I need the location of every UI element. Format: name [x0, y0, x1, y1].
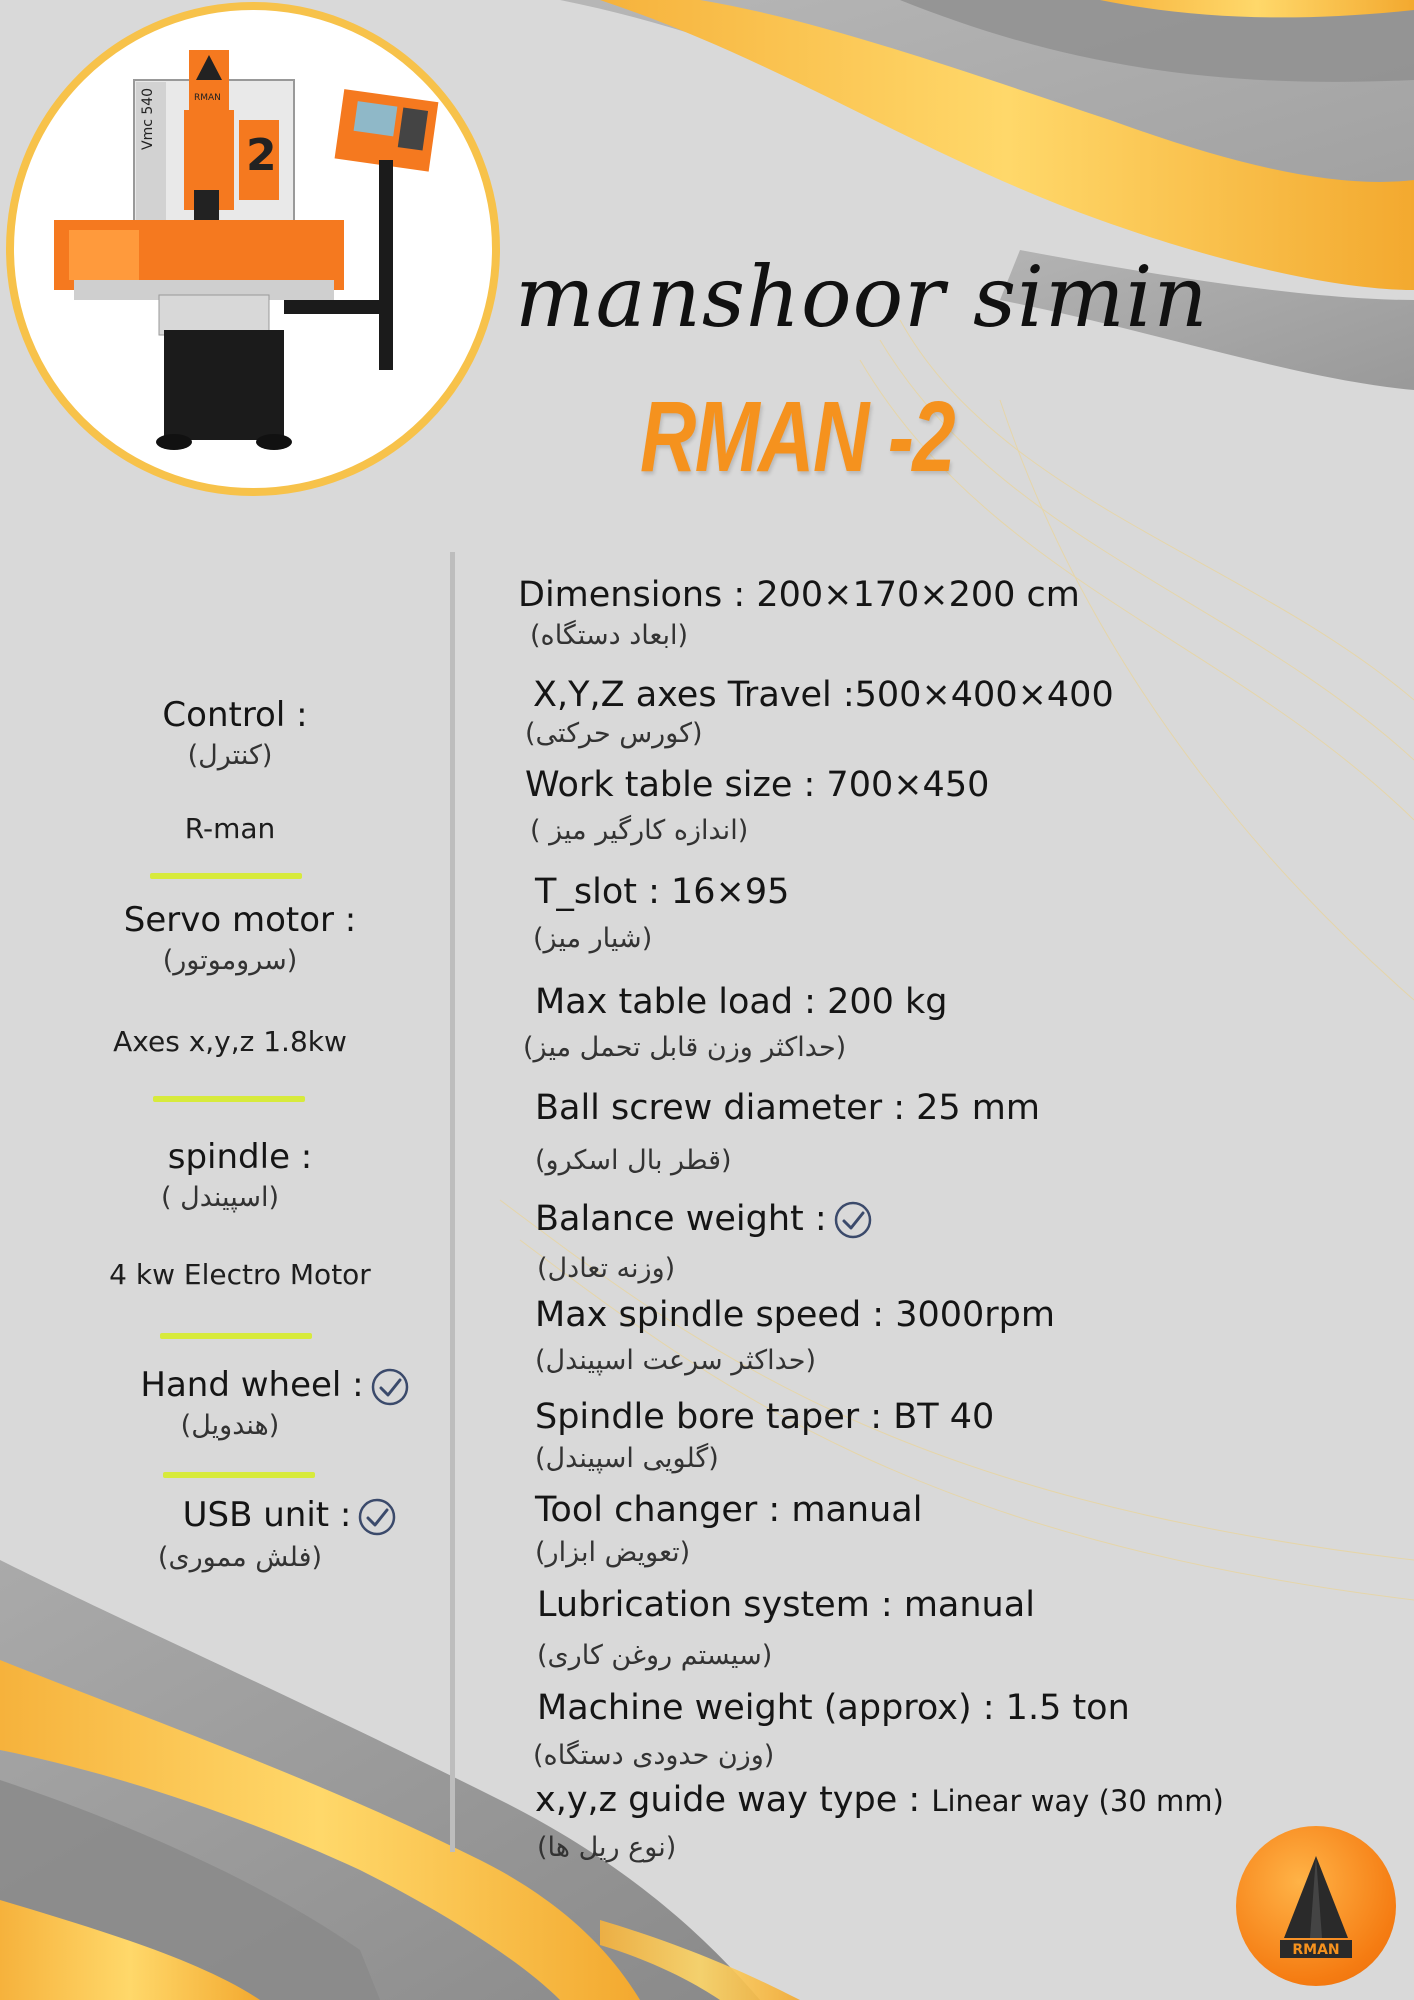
spec-tool-changer-fa: (تعویض ابزار)	[535, 1537, 691, 1568]
spec-spindle-bore-taper-fa: (گلویی اسپیندل)	[535, 1443, 719, 1474]
machine-photo	[6, 2, 500, 496]
separator-line	[153, 1096, 305, 1102]
spindle-label-fa: ( اسپیندل)	[160, 1182, 280, 1213]
spec-axes-travel-fa: (کورس حرکتی)	[525, 718, 703, 749]
spec-work-table-fa: ( اندازه کارگیر میز)	[530, 815, 749, 846]
brand-script-title: manshoor simin	[515, 248, 1209, 346]
spec-guide-way-row	[535, 1780, 1224, 1820]
rman-logo-icon	[1236, 1826, 1396, 1986]
spec-t-slot-fa: (شیار میز)	[533, 923, 653, 954]
check-badge-icon	[370, 1367, 410, 1407]
check-badge-icon	[833, 1200, 873, 1240]
spec-max-table-load-fa: (حداکثر وزن قابل تحمل میز)	[523, 1032, 847, 1063]
control-value: R-man	[184, 812, 276, 845]
servo-motor-value: Axes x,y,z 1.8kw	[113, 1025, 347, 1058]
spec-tool-changer: Tool changer : manual	[535, 1490, 923, 1530]
spec-spindle-bore-taper: Spindle bore taper : BT 40	[535, 1397, 995, 1437]
spec-balance-weight: Balance weight :	[535, 1199, 827, 1239]
spec-machine-weight-fa: (وزن حدودی دستگاه)	[533, 1740, 775, 1771]
column-divider	[450, 552, 455, 1852]
spindle-label: spindle :	[167, 1137, 313, 1177]
separator-line	[163, 1472, 315, 1478]
spec-guide-way-fa: (نوع ریل ها)	[537, 1832, 677, 1863]
control-label-fa: (کنترل)	[187, 740, 273, 771]
usb-unit-label: USB unit :	[182, 1495, 352, 1535]
spec-dimensions: Dimensions : 200×170×200 cm	[518, 575, 1080, 615]
spec-t-slot: T_slot : 16×95	[535, 872, 790, 912]
head-logo-text: RMAN	[194, 93, 221, 103]
spec-balance-weight-row	[535, 1199, 873, 1240]
spec-axes-travel: X,Y,Z axes Travel :500×400×400	[533, 675, 1114, 715]
servo-motor-label-fa: (سروموتور)	[162, 945, 298, 976]
spec-lubrication: Lubrication system : manual	[537, 1585, 1035, 1625]
control-label: Control :	[162, 695, 308, 735]
logo-text: RMAN	[1292, 1942, 1340, 1958]
hand-wheel-label: Hand wheel :	[140, 1365, 364, 1405]
spec-max-spindle-speed-fa: (حداکثر سرعت اسپیندل)	[535, 1345, 817, 1376]
check-badge-icon	[357, 1497, 397, 1537]
spec-work-table: Work table size : 700×450	[525, 765, 990, 805]
separator-line	[160, 1333, 312, 1339]
spec-max-spindle-speed: Max spindle speed : 3000rpm	[535, 1295, 1055, 1335]
spec-max-table-load: Max table load : 200 kg	[535, 982, 948, 1022]
usb-unit-row	[140, 1495, 440, 1537]
separator-line	[150, 873, 302, 879]
model-title: RMAN -2	[640, 381, 955, 493]
spec-balance-weight-fa: (وزنه تعادل)	[537, 1253, 676, 1284]
spec-ball-screw: Ball screw diameter : 25 mm	[535, 1088, 1040, 1128]
spec-lubrication-fa: (سیستم روغن کاری)	[537, 1640, 773, 1671]
usb-unit-label-fa: (فلش مموری)	[157, 1542, 323, 1573]
spec-dimensions-fa: (ابعاد دستگاه)	[530, 620, 689, 651]
spec-guide-way-value: Linear way (30 mm)	[931, 1784, 1224, 1818]
hand-wheel-label-fa: (هندویل)	[180, 1410, 280, 1441]
spec-guide-way: x,y,z guide way type :	[535, 1780, 921, 1820]
cnc-machine-illustration	[14, 10, 492, 488]
spec-ball-screw-fa: (قطر بال اسکرو)	[535, 1145, 732, 1176]
hand-wheel-row	[120, 1365, 430, 1407]
spindle-value: 4 kw Electro Motor	[109, 1258, 371, 1291]
column-number: 2	[246, 130, 277, 181]
model-plate-text: Vmc 540	[140, 87, 156, 150]
brand-logo	[1236, 1826, 1396, 1986]
servo-motor-label: Servo motor :	[123, 900, 357, 940]
spec-machine-weight: Machine weight (approx) : 1.5 ton	[537, 1688, 1130, 1728]
